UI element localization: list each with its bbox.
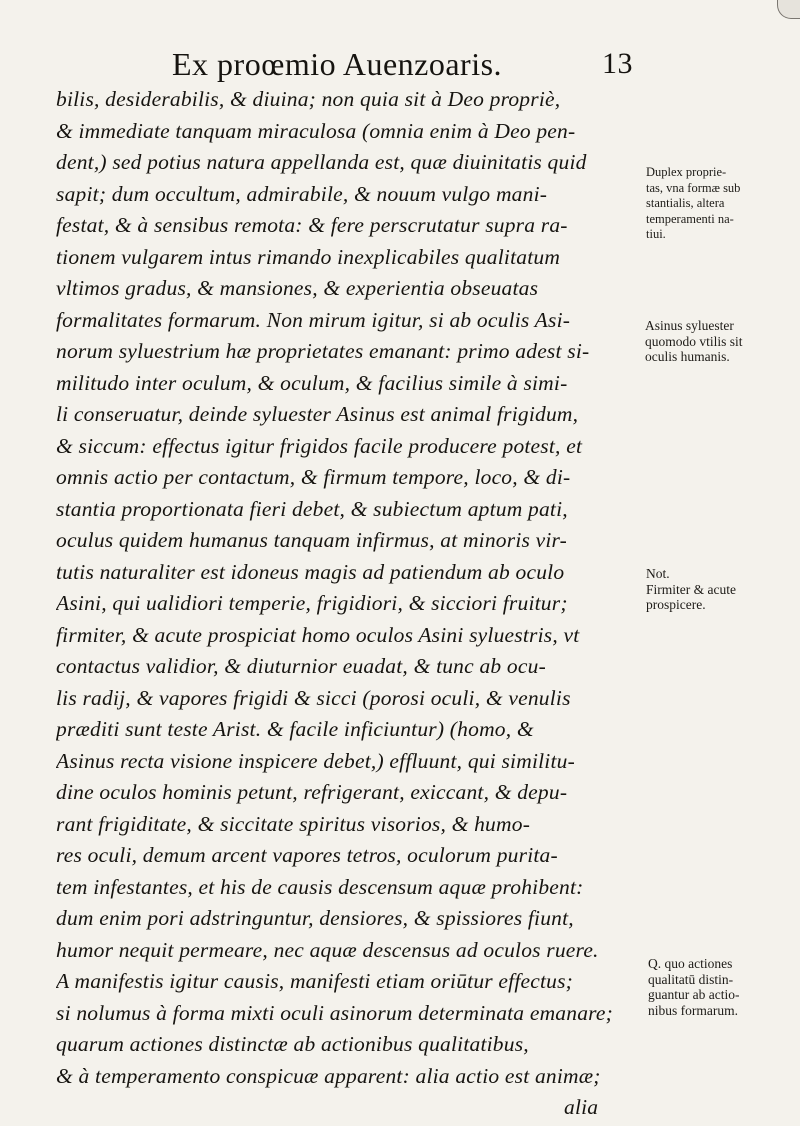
margin-note-line: Q. quo actiones [648,956,733,971]
text-line: tem infestantes, et his de causis descensum aquæ prohibent: [56,874,584,899]
text-line: si nolumus à forma mixti oculi asinorum determinata emanare; [56,1000,614,1025]
margin-note-not [646,566,736,613]
text-line: & immediate tanquam miraculosa (omnia enim à Deo pen- [56,118,576,143]
text-line: dum enim pori adstringuntur, densiores, & spissiores fiunt, [56,906,574,930]
text-line: oculus quidem humanus tanquam infirmus, at minoris vir- [56,528,568,552]
text-line: Asinus recta visione inspicere debet,) effluunt, qui similitu- [56,748,575,773]
margin-note-asinus [645,318,743,365]
margin-note-proprietas [646,165,740,243]
text-line: res oculi, demum arcent vapores tetros, oculorum purita- [56,843,558,867]
margin-note-line: qualitatū distin- [648,971,734,987]
text-line: & à temperamento conspicuæ apparent: alia actio est animæ; [56,1063,601,1088]
text-line: lis radij, & vapores frigidi & sicci (porosi oculi, & venulis [56,685,571,710]
margin-note-line: Firmiter & acute [646,581,736,597]
running-header [172,44,652,84]
margin-note-line: guantur ab actio- [648,987,740,1002]
text-line: Asini, qui ualidiori temperie, frigidiori, & sicciori fruitur; [56,591,568,615]
margin-note-line: oculis humanis. [645,349,730,364]
main-text-column [56,84,632,1124]
running-title: Ex proœmio Auenzoaris. [172,46,503,82]
text-line: rant frigiditate, & siccitate spiritus visorios, & humo- [56,811,531,836]
text-line: vltimos gradus, & mansiones, & experientia obseuatas [56,276,539,300]
text-line: præditi sunt teste Arist. & facile inficiuntur) (homo, & [56,717,534,741]
text-line: formalitates formarum. Non mirum igitur, si ab oculis Asi- [56,307,571,332]
text-line: dine oculos hominis petunt, refrigerant, exiccant, & depu- [56,780,568,804]
text-line: firmiter, & acute prospiciat homo oculos Asini syluestris, vt [56,622,580,647]
text-line: A manifestis igitur causis, manifesti etiam oriūtur effectus; [56,969,574,993]
text-line: omnis actio per contactum, & firmum tempore, loco, & di- [56,465,571,489]
text-line: tionem vulgarem intus rimando inexplicabiles qualitatum [56,244,561,269]
page-number: 13 [602,47,633,80]
text-line: contactus validior, & diuturnior euadat, & tunc ab ocu- [56,654,546,678]
margin-note-line: prospicere. [646,597,706,612]
text-line: tutis naturaliter est idoneus magis ad patiendum ab oculo [56,559,565,584]
text-line: militudo inter oculum, & oculum, & facilius simile à simi- [56,370,568,395]
margin-note-line: Not. [646,566,670,581]
text-line: quarum actiones distinctæ ab actionibus qualitatibus, [56,1032,529,1056]
text-line: stantia proportionata fieri debet, & subiectum aptum pati, [56,496,568,521]
margin-note-line: nibus formarum. [648,1002,738,1018]
catchword: alia [564,1095,599,1119]
text-line: festat, & à sensibus remota: & fere perscrutatur supra ra- [56,213,568,237]
text-line: dent,) sed potius natura appellanda est, quæ diuinitatis quid [56,150,587,174]
text-line: li conseruatur, deinde syluester Asinus est animal frigidum, [56,402,579,426]
text-line: humor nequit permeare, nec aquæ descensus ad oculos ruere. [56,937,599,962]
margin-note-line: tiui. [646,227,666,241]
page-corner-curl [777,0,800,19]
margin-note-line: Duplex proprie- [646,165,727,179]
text-line: sapit; dum occultum, admirabile, & nouum vulgo mani- [56,181,548,206]
margin-note-actiones [648,956,739,1018]
margin-note-line: tas, vna formæ sub [646,180,741,195]
text-line: bilis, desiderabilis, & diuina; non quia sit à Deo propriè, [56,87,561,111]
text-line: norum syluestrium hæ proprietates emanant: primo adest si- [56,339,590,363]
margin-note-line: Asinus syluester [645,318,734,333]
margin-note-line: temperamenti na- [646,211,734,226]
margin-note-line: stantialis, altera [646,196,725,210]
text-line: & siccum: effectus igitur frigidos facile producere potest, et [56,433,583,458]
margin-note-line: quomodo vtilis sit [645,333,743,349]
